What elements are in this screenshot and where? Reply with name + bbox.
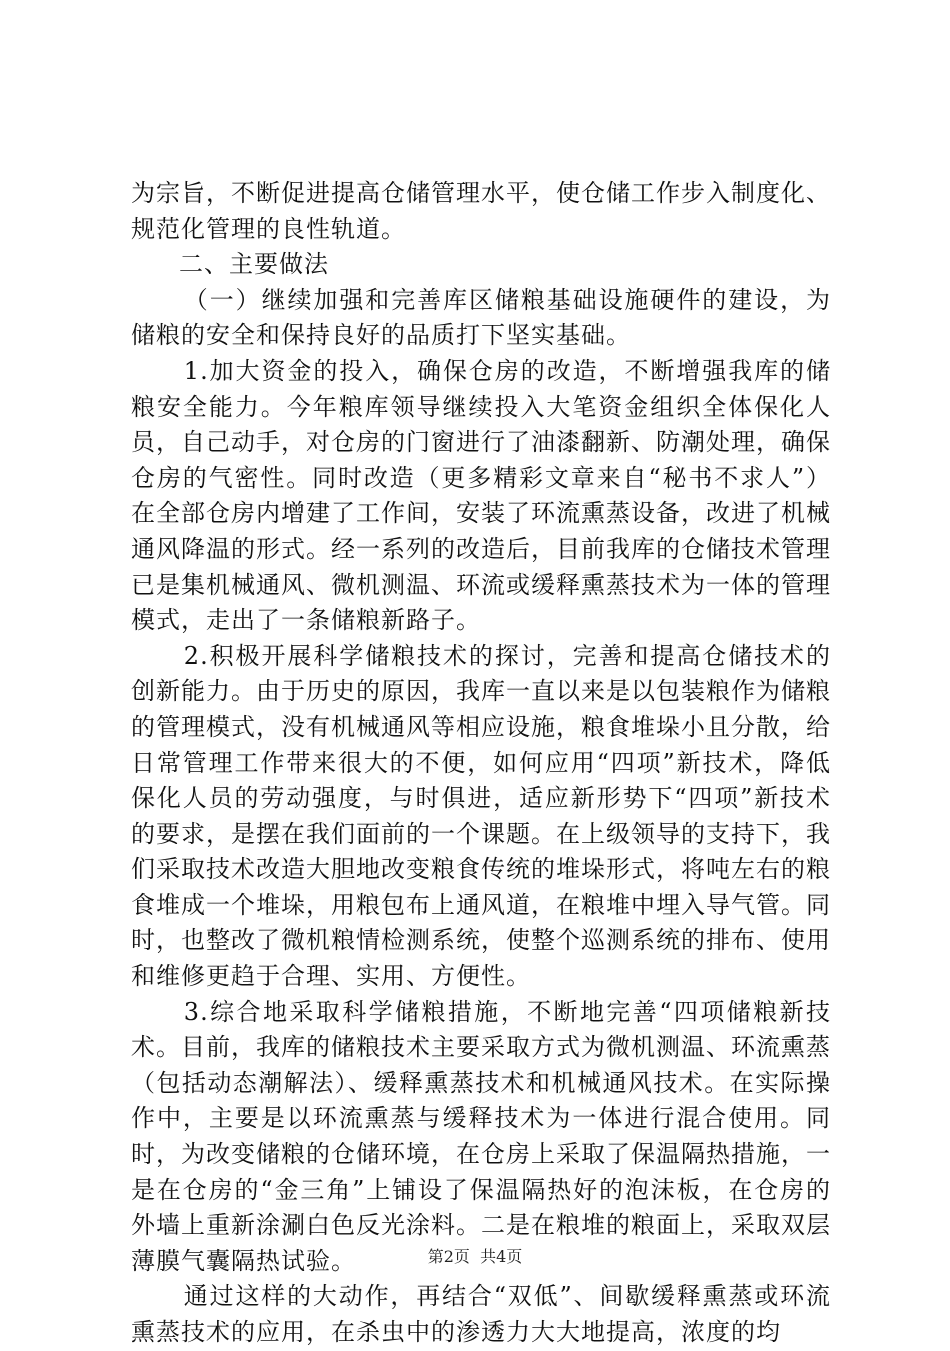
page-footer: [0, 1244, 950, 1267]
paragraph-purpose: 为宗旨，不断促进提高仓储管理水平，使仓储工作步入制度化、规范化管理的良性轨道。: [131, 179, 831, 243]
paragraph-conclusion: 通过这样的大动作，再结合“双低”、间歇缓释熏蒸或环流熏蒸技术的应用，在杀虫中的渗透力大大地提高，浓度的均: [131, 1282, 831, 1346]
paragraph-item-1: 1.加大资金的投入，确保仓房的改造，不断增强我库的储粮安全能力。今年粮库领导继续投入大笔资金组织全体保化人员，自己动手，对仓房的门窗进行了油漆翻新、防潮处理，确保仓房的气密性。同时改造（更多精彩文章来自“秘书不求人”）在全部仓房内增建了工作间，安装了环流熏蒸设备，改进了机械通风降温的形式。经一系列的改造后，目前我库的仓储技术管理已是集机械通风、微机测温、环流或缓释熏蒸技术为一体的管理模式，走出了一条储粮新路子。: [131, 356, 831, 635]
page-number: 第2页: [427, 1247, 470, 1266]
paragraph-item-3: 3.综合地采取科学储粮措施，不断地完善“四项储粮新技术。目前，我库的储粮技术主要采取方式为微机测温、环流熏蒸（包括动态潮解法）、缓释熏蒸技术和机械通风技术。在实际操作中，主要是以环流熏蒸与缓释技术为一体进行混合使用。同时，为改变储粮的仓储环境，在仓房上采取了保温隔热措施，一是在仓房的“金三角”上铺设了保温隔热好的泡沫板，在仓房的外墙上重新涂涮白色反光涂料。二是在粮堆的粮面上，采取双层薄膜气囊隔热试验。: [131, 997, 831, 1275]
paragraph-item-2: 2.积极开展科学储粮技术的探讨，完善和提高仓储技术的创新能力。由于历史的原因，我库一直以来是以包装粮作为储粮的管理模式，没有机械通风等相应设施，粮食堆垛小且分散，给日常管理工作带来很大的不便，如何应用“四项”新技术，降低保化人员的劳动强度，与时俱进，适应新形势下“四项”新技术的要求，是摆在我们面前的一个课题。在上级领导的支持下，我们采取技术改造大胆地改变粮食传统的堆垛形式，将吨左右的粮食堆成一个堆垛，用粮包布上通风道，在粮堆中埋入导气管。同时，也整改了微机粮情检测系统，使整个巡测系统的排布、使用和维修更趋于合理、实用、方便性。: [131, 641, 831, 991]
document-body: [131, 176, 831, 1351]
subsection-heading-infrastructure: （一）继续加强和完善库区储粮基础设施硬件的建设，为储粮的安全和保持良好的品质打下坚实基础。: [131, 285, 831, 350]
page-total: 共4页: [480, 1247, 523, 1266]
section-heading-main-methods: 二、主要做法: [179, 250, 329, 279]
